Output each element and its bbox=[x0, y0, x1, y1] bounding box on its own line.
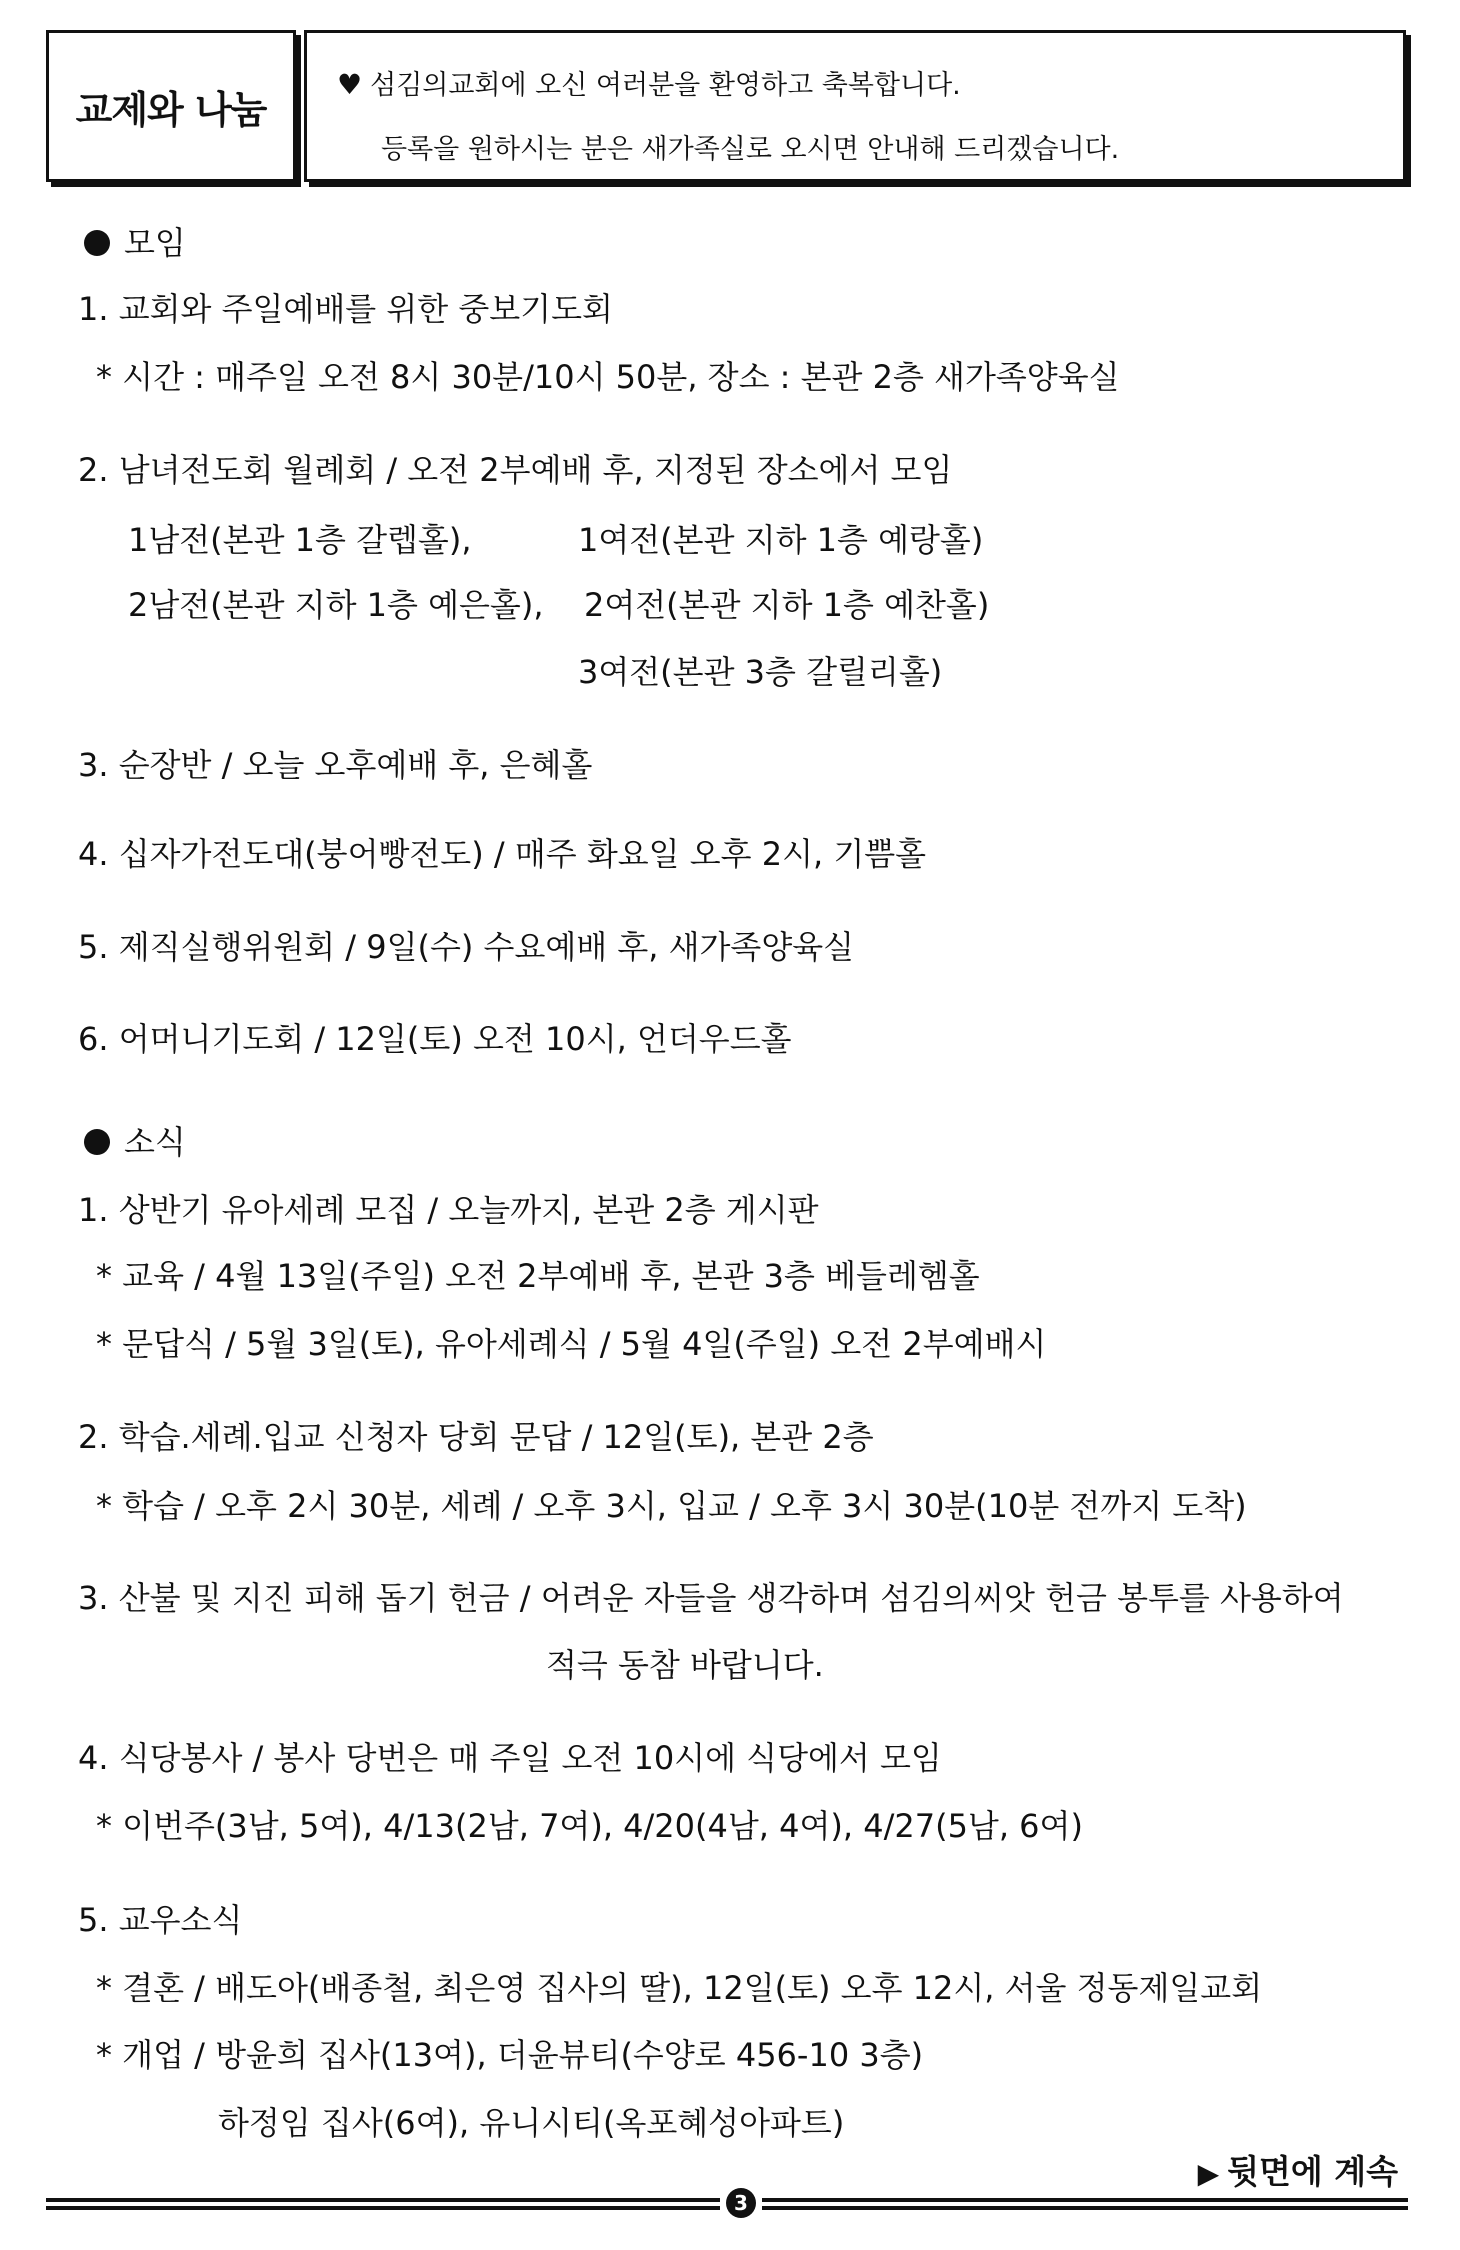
news-item-4-note: * 이번주(3남, 5여), 4/13(2남, 7여), 4/20(4남, 4여), 4/27(5남, 6여) bbox=[96, 1807, 1083, 1845]
news-item-5-note-1: * 결혼 / 배도아(배종철, 최은영 집사의 딸), 12일(토) 오후 12시, 서울 정동제일교회 bbox=[96, 1969, 1263, 2007]
welcome-text-1: 섬김의교회에 오신 여러분을 환영하고 축복합니다. bbox=[370, 70, 961, 101]
section-title: 교제와 나눔 bbox=[46, 30, 296, 182]
welcome-box bbox=[304, 30, 1406, 182]
news-item-5: 5. 교우소식 bbox=[78, 1901, 243, 1939]
triangle-right-icon: ▶ bbox=[1197, 2157, 1220, 2190]
welcome-line-1 bbox=[337, 63, 961, 102]
news-item-2-note: * 학습 / 오후 2시 30분, 세례 / 오후 3시, 입교 / 오후 3시 30분(10분 전까지 도착) bbox=[96, 1487, 1247, 1525]
news-item-1-note-1: * 교육 / 4월 13일(주일) 오전 2부예배 후, 본관 3층 베들레헴홀 bbox=[96, 1257, 980, 1295]
meeting-item-2-women-3: 3여전(본관 3층 갈릴리홀) bbox=[578, 653, 943, 691]
continue-text: 뒷면에 계속 bbox=[1227, 2152, 1398, 2191]
bullet-icon bbox=[84, 1129, 110, 1155]
news-item-1-note-2: * 문답식 / 5월 3일(토), 유아세례식 / 5월 4일(주일) 오전 2부예배시 bbox=[96, 1325, 1047, 1363]
news-item-5-note-2: * 개업 / 방윤희 집사(13여), 더윤뷰티(수양로 456-10 3층) bbox=[96, 2036, 924, 2074]
continue-note bbox=[1198, 2146, 1398, 2193]
meetings-heading bbox=[84, 223, 186, 263]
news-item-3: 3. 산불 및 지진 피해 돕기 헌금 / 어려운 자들을 생각하며 섬김의씨앗 헌금 봉투를 사용하여 bbox=[78, 1579, 1344, 1617]
meeting-item-1: 1. 교회와 주일예배를 위한 중보기도회 bbox=[78, 290, 613, 328]
footer-rule-left bbox=[46, 2198, 720, 2210]
meeting-item-5: 5. 제직실행위원회 / 9일(수) 수요예배 후, 새가족양육실 bbox=[78, 928, 855, 966]
news-item-2: 2. 학습.세례.입교 신청자 당회 문답 / 12일(토), 본관 2층 bbox=[78, 1418, 874, 1456]
news-item-4: 4. 식당봉사 / 봉사 당번은 매 주일 오전 10시에 식당에서 모임 bbox=[78, 1739, 942, 1777]
bullet-icon bbox=[84, 230, 110, 256]
news-item-5-note-3: 하정임 집사(6여), 유니시티(옥포혜성아파트) bbox=[218, 2104, 845, 2142]
meeting-item-2: 2. 남녀전도회 월례회 / 오전 2부예배 후, 지정된 장소에서 모임 bbox=[78, 451, 953, 489]
meetings-heading-text: 모임 bbox=[124, 224, 186, 262]
meeting-item-6: 6. 어머니기도회 / 12일(토) 오전 10시, 언더우드홀 bbox=[78, 1020, 792, 1058]
meeting-item-2-men-1: 1남전(본관 1층 갈렙홀), bbox=[128, 521, 472, 559]
meeting-item-1-note: * 시간 : 매주일 오전 8시 30분/10시 50분, 장소 : 본관 2층 새가족양육실 bbox=[96, 358, 1120, 396]
meeting-item-2-men-2: 2남전(본관 지하 1층 예은홀), bbox=[128, 586, 544, 624]
news-item-3-cont: 적극 동참 바랍니다. bbox=[546, 1646, 824, 1684]
footer-rule-right bbox=[762, 2198, 1408, 2210]
meeting-item-3: 3. 순장반 / 오늘 오후예배 후, 은혜홀 bbox=[78, 746, 593, 784]
meeting-item-2-women-1: 1여전(본관 지하 1층 예랑홀) bbox=[578, 521, 984, 559]
meeting-item-4: 4. 십자가전도대(붕어빵전도) / 매주 화요일 오후 2시, 기쁨홀 bbox=[78, 835, 927, 873]
news-item-1: 1. 상반기 유아세례 모집 / 오늘까지, 본관 2층 게시판 bbox=[78, 1191, 819, 1229]
news-heading bbox=[84, 1122, 186, 1162]
welcome-line-2: 등록을 원하시는 분은 새가족실로 오시면 안내해 드리겠습니다. bbox=[381, 134, 1120, 165]
page-number: 3 bbox=[726, 2188, 756, 2218]
heart-icon: ♥ bbox=[337, 68, 363, 101]
meeting-item-2-women-2: 2여전(본관 지하 1층 예찬홀) bbox=[584, 586, 990, 624]
news-heading-text: 소식 bbox=[124, 1123, 186, 1161]
